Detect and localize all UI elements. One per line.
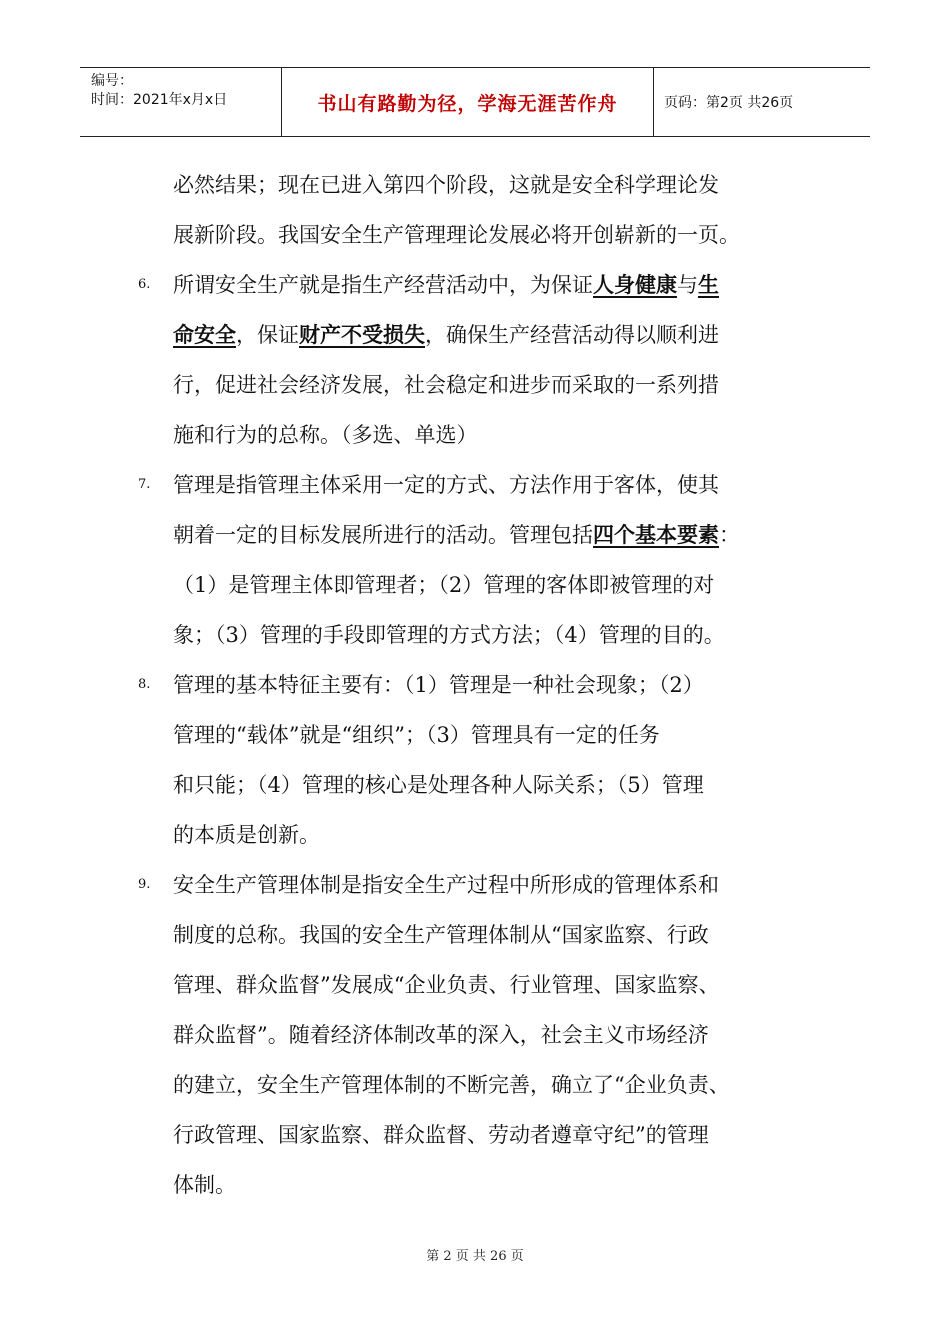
text-line (173, 710, 838, 760)
text-line (173, 660, 838, 710)
list-item (138, 860, 838, 1210)
text-segment: 管理、群众监督”发展成“企业负责、行业管理、国家监察、 (173, 973, 720, 997)
emphasized-term: 命安全 (173, 322, 236, 347)
text-line (173, 910, 838, 960)
text-segment: 和只能；（4）管理的核心是处理各种人际关系；（5）管理 (173, 773, 704, 797)
list-item (138, 460, 838, 660)
text-segment: 的建立，安全生产管理体制的不断完善，确立了“企业负责、 (173, 1073, 730, 1097)
text-line (173, 810, 838, 860)
text-line (173, 1160, 838, 1210)
list-item (138, 160, 838, 260)
text-segment: 朝着一定的目标发展所进行的活动。管理包括 (173, 523, 593, 547)
header-meta (80, 68, 282, 136)
page-header (80, 67, 870, 137)
list-item-number: 6. (138, 277, 151, 292)
document-date-label: 时间：2021年x月x日 (91, 92, 228, 108)
text-segment: 体制。 (173, 1173, 236, 1197)
text-segment: 所谓安全生产就是指生产经营活动中，为保证 (173, 273, 593, 297)
text-segment: 安全生产管理体制是指安全生产过程中所形成的管理体系和 (173, 873, 719, 897)
text-line (173, 1060, 838, 1110)
document-body (138, 160, 838, 1210)
text-segment: ，确保生产经营活动得以顺利进 (425, 323, 719, 347)
list-item-number: 9. (138, 877, 151, 892)
text-segment: ，保证 (236, 323, 299, 347)
text-segment: 的本质是创新。 (173, 823, 320, 847)
text-segment: 管理的“载体”就是“组织”；（3）管理具有一定的任务 (173, 723, 660, 747)
text-segment: 行，促进社会经济发展，社会稳定和进步而采取的一系列措 (173, 373, 719, 397)
text-segment: 群众监督”。随着经济体制改革的深入，社会主义市场经济 (173, 1023, 709, 1047)
text-line (173, 360, 838, 410)
text-line (173, 410, 838, 460)
text-segment: 展新阶段。我国安全生产管理理论发展必将开创崭新的一页。 (173, 223, 740, 247)
text-segment: 施和行为的总称。（多选、单选） (173, 423, 478, 447)
text-line (173, 860, 838, 910)
text-line (173, 760, 838, 810)
text-line (173, 460, 838, 510)
text-segment: 象；（3）管理的手段即管理的方式方法；（4）管理的目的。 (173, 623, 725, 647)
text-segment: 管理的基本特征主要有：（1）管理是一种社会现象；（2） (173, 673, 704, 697)
text-line (173, 210, 838, 260)
list-item-number: 8. (138, 677, 151, 692)
text-segment: 制度的总称。我国的安全生产管理体制从“国家监察、行政 (173, 923, 709, 947)
emphasized-term: 四个基本要素 (593, 522, 719, 547)
header-page-info: 页码：第2页 共26页 (664, 95, 794, 111)
text-line (173, 310, 838, 360)
text-line (173, 1110, 838, 1160)
list-item-number: 7. (138, 477, 151, 492)
text-line (173, 260, 838, 310)
emphasized-term: 人身健康 (593, 272, 677, 297)
list-item (138, 260, 838, 460)
list-item (138, 660, 838, 860)
text-segment: 与 (677, 273, 698, 297)
text-segment: （1）是管理主体即管理者；（2）管理的客体即被管理的对 (173, 573, 715, 597)
emphasized-term: 财产不受损失 (299, 322, 425, 347)
document-number-label: 编号： (91, 73, 133, 89)
header-motto: 书山有路勤为径，学海无涯苦作舟 (282, 68, 654, 136)
text-line (173, 610, 838, 660)
text-line (173, 160, 838, 210)
text-line (173, 510, 838, 560)
emphasized-term: 生 (698, 272, 719, 297)
text-line (173, 960, 838, 1010)
page-footer: 第 2 页 共 26 页 (426, 1249, 524, 1264)
text-line (173, 560, 838, 610)
text-segment: 行政管理、国家监察、群众监督、劳动者遵章守纪”的管理 (173, 1123, 709, 1147)
text-segment: 管理是指管理主体采用一定的方式、方法作用于客体，使其 (173, 473, 719, 497)
text-segment: ： (719, 523, 740, 547)
text-segment: 必然结果；现在已进入第四个阶段，这就是安全科学理论发 (173, 173, 719, 197)
text-line (173, 1010, 838, 1060)
